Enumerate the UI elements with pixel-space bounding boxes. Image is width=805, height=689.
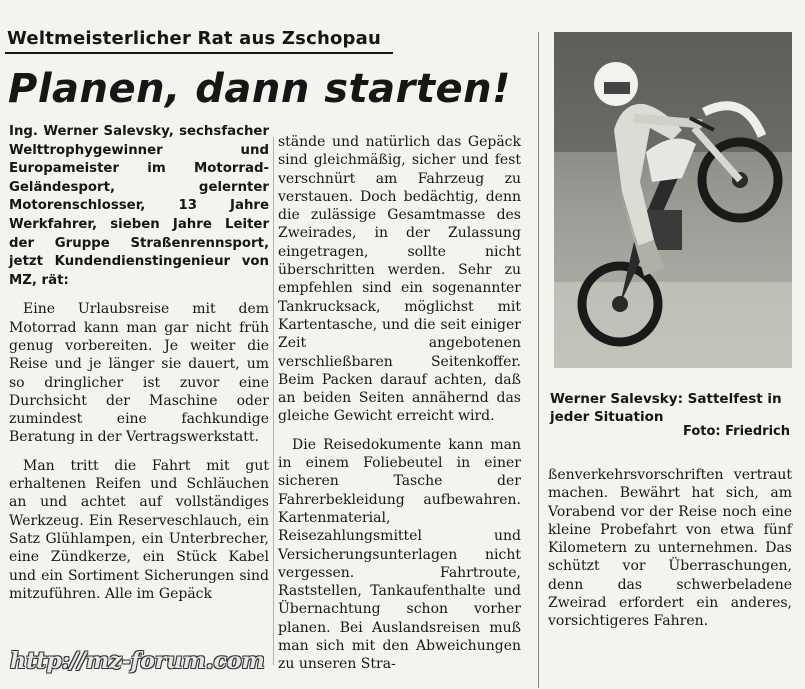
paragraph: Die Reisedokumente kann man in einem Foliebeutel in einer sicheren Tasche der Fahrerbekleidung aufbewahren. Kartenmaterial, Reisezahlungsmittel und Versicherungsunterlagen nicht vergessen. Fahrtroute, Raststellen, Tankaufenthalte und Übernachtung schon vorher planen. Bei Auslandsreisen muß man sich mit den Abweichungen zu unseren Stra- (278, 436, 521, 673)
motorcycle-rider-illustration (554, 32, 792, 368)
headline: Planen, dann starten! (8, 66, 511, 112)
paragraph: ßenverkehrsvorschriften vertraut machen. Bewährt hat sich, am Vorabend vor der Reise noch eine kleine Probefahrt von etwa fünf Kilometern zu unternehmen. Das schützt vor Überraschungen, denn das schwerbeladene Zweirad erfordert ein anderes, vorsichtigeres Fahren. (548, 467, 792, 630)
article-column-3 (548, 466, 792, 631)
column-divider (273, 137, 274, 665)
lead-paragraph: Ing. Werner Salevsky, sechsfacher Welttrophygewinner und Europameister im Motorrad-Geländesport, gelernter Motorenschlosser, 13 Jahre Werkfahrer, sieben Jahre Leiter der Gruppe Straßenrennsport, jetzt Kundendienstingenieur von MZ, rät: (9, 124, 269, 288)
photo-credit: Foto: Friedrich (682, 424, 790, 439)
paragraph: Man tritt die Fahrt mit gut erhaltenen Reifen und Schläuchen an und achtet auf vollständiges Werkzeug. Ein Reserveschlauch, ein Satz Glühlampen, ein Unterbrecher, eine Zündkerze, ein Stück Kabel und ein Sortiment Sicherungen sind mitzuführen. Alle im Gepäck (9, 457, 269, 602)
kicker: Weltmeisterlicher Rat aus Zschopau (7, 28, 381, 49)
photo-caption: Werner Salevsky: Sattelfest in jeder Situation (550, 391, 782, 425)
article-column-1 (9, 123, 269, 603)
article-column-2 (278, 133, 521, 674)
watermark: http://mz-forum.com (10, 648, 265, 674)
column-divider (538, 32, 539, 688)
paragraph: stände und natürlich das Gepäck sind gleichmäßig, sicher und fest verschnürt am Fahrzeug zu verstauen. Doch bedächtig, denn die zulässige Gesamtmasse des Zweirades, in der Zulassung eingetragen, sollte nicht überschritten werden. Sehr zu empfehlen sind ein sogenannter Tankrucksack, möglichst mit Kartentasche, und die seit einiger Zeit angebotenen verschließbaren Seitenkoffer. Beim Packen darauf achten, daß an beiden Seiten annähernd das gleiche Gewicht erreicht wird. (278, 134, 521, 425)
motorcycle-photo (554, 32, 792, 368)
kicker-rule (5, 52, 393, 54)
paragraph: Eine Urlaubsreise mit dem Motorrad kann man gar nicht früh genug vorbereiten. Je weiter die Reise und je länger sie dauert, um so dringlicher ist zuvor eine Durchsicht der Maschine oder zumindest eine fachkundige Beratung in der Vertragswerkstatt. (9, 301, 269, 446)
